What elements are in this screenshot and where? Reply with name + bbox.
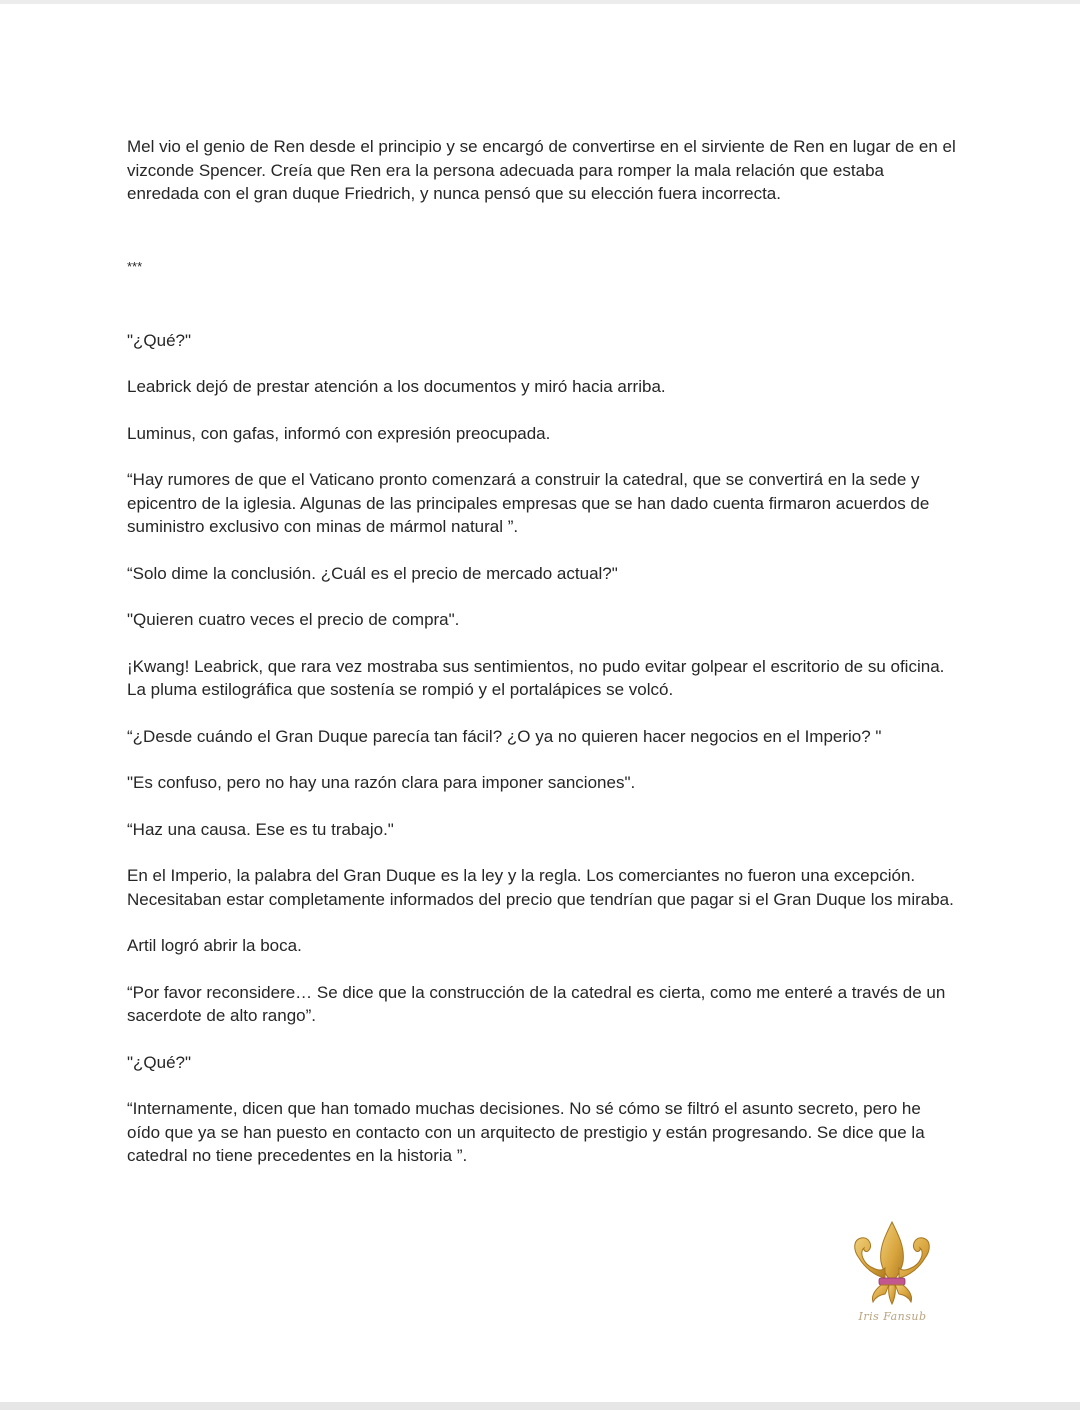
page-bottom-border — [0, 1402, 1080, 1410]
paragraph: ¡Kwang! Leabrick, que rara vez mostraba sus sentimientos, no pudo evitar golpear el escritorio de su oficina. La pluma estilográfica que sostenía se rompió y el portalápices se volcó. — [127, 656, 945, 699]
paragraph: "¿Qué?" — [127, 1052, 192, 1072]
paragraph: Artil logró abrir la boca. — [127, 936, 302, 955]
paragraph: "Quieren cuatro veces el precio de compra". — [127, 610, 460, 629]
scene-separator: *** — [127, 258, 143, 274]
fleur-de-lis-icon — [845, 1218, 940, 1310]
fansub-logo — [845, 1218, 940, 1333]
paragraph: "¿Qué?" — [127, 330, 192, 350]
paragraph: “¿Desde cuándo el Gran Duque parecía tan fácil? ¿O ya no quieren hacer negocios en el Imperio? " — [127, 726, 882, 746]
paragraph: Leabrick dejó de prestar atención a los documentos y miró hacia arriba. — [127, 377, 666, 396]
paragraph: Mel vio el genio de Ren desde el principio y se encargó de convertirse en el sirviente de Ren en lugar de en el vizconde Spencer. Creía que Ren era la persona adecuada para romper la mala relación que estaba enredada con el gran duque Friedrich, y nunca pensó que su elección fuera incorrecta. — [127, 137, 956, 203]
paragraph: “Internamente, dicen que han tomado muchas decisiones. No sé cómo se filtró el asunto secreto, pero he oído que ya se han puesto en contacto con un arquitecto de prestigio y están progresando. Se dice que la catedral no tiene precedentes en la historia ”. — [127, 1099, 925, 1165]
paragraph: “Haz una causa. Ese es tu trabajo." — [127, 819, 394, 839]
paragraph: “Solo dime la conclusión. ¿Cuál es el precio de mercado actual?" — [127, 563, 618, 583]
paragraph: “Por favor reconsidere… Se dice que la construcción de la catedral es cierta, como me enteré a través de un sacerdote de alto rango”. — [127, 982, 946, 1025]
paragraph: En el Imperio, la palabra del Gran Duque es la ley y la regla. Los comerciantes no fueron una excepción. Necesitaban estar completamente informados del precio que tendrían que pagar si el Gran Duque los miraba. — [127, 866, 954, 909]
paragraph: "Es confuso, pero no hay una razón clara para imponer sanciones". — [127, 773, 636, 792]
document-body — [127, 135, 957, 1191]
fansub-signature: Iris Fansub — [858, 1310, 927, 1323]
paragraph: “Hay rumores de que el Vaticano pronto comenzará a construir la catedral, que se convertirá en la sede y epicentro de la iglesia. Algunas de las principales empresas que se han dado cuenta firmaron acuerdos de suministro exclusivo con minas de mármol natural ”. — [127, 470, 930, 536]
document-page — [0, 4, 1080, 1402]
paragraph: Luminus, con gafas, informó con expresión preocupada. — [127, 423, 551, 443]
